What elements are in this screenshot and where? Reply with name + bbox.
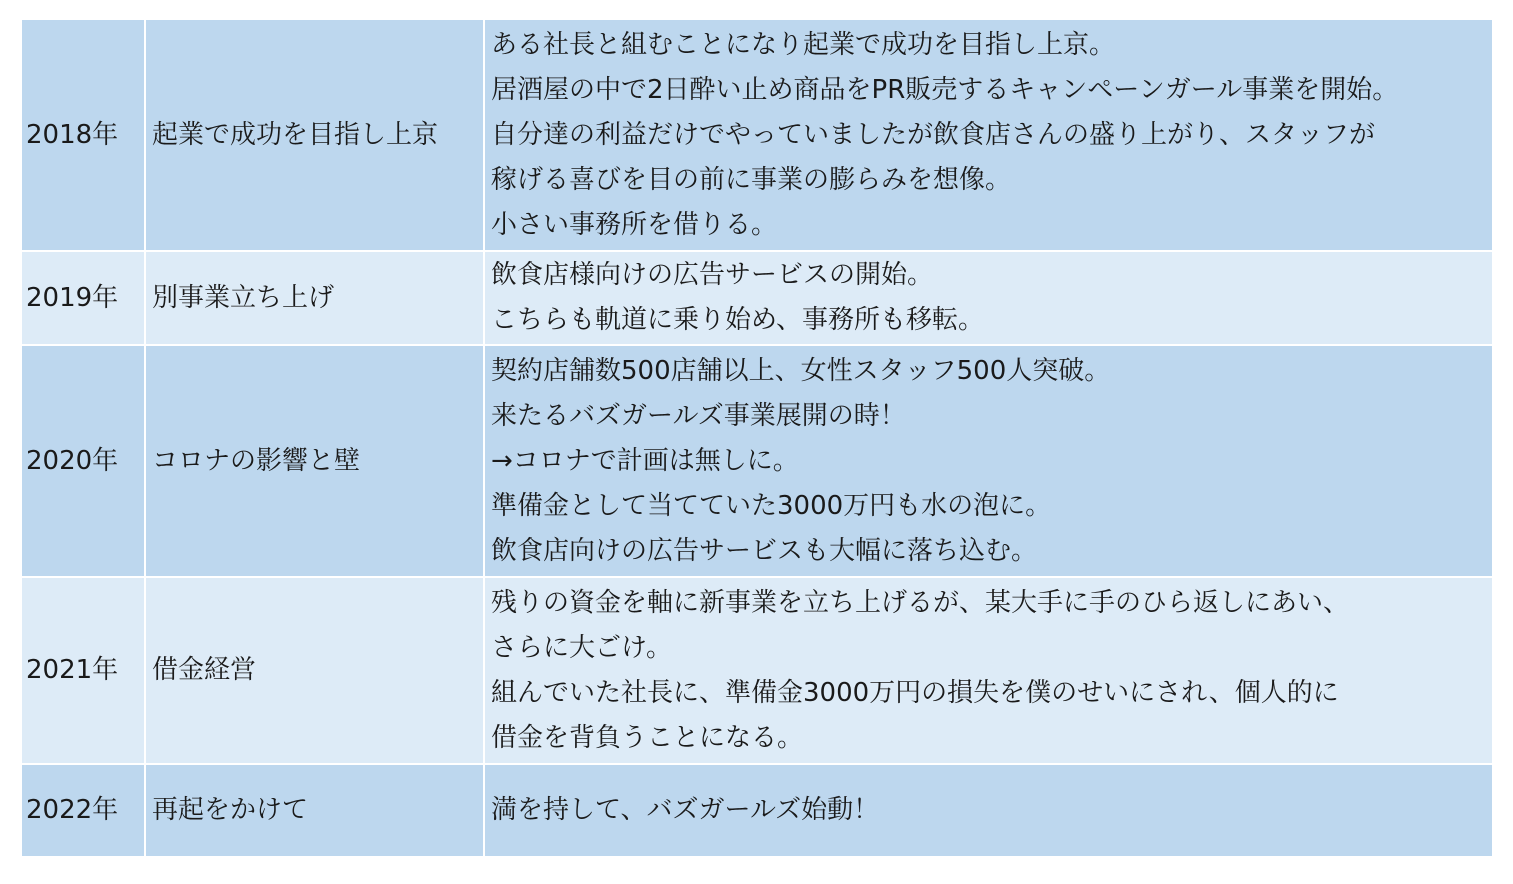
timeline-row-2018 xyxy=(21,19,1493,251)
year-cell: 2022年 xyxy=(21,764,145,857)
detail-line: 自分達の利益だけでやっていましたが飲食店さんの盛り上がり、スタッフが xyxy=(491,119,1376,150)
detail-line: 組んでいた社長に、準備金3000万円の損失を僕のせいにされ、個人的に xyxy=(491,677,1339,708)
milestone-detail-cell xyxy=(484,251,1493,345)
detail-line: →コロナで計画は無しに。 xyxy=(491,445,799,476)
milestone-detail-cell xyxy=(484,19,1493,251)
detail-line: こちらも軌道に乗り始め、事務所も移転。 xyxy=(491,305,984,335)
milestone-detail-cell xyxy=(484,577,1493,764)
timeline-row-2022 xyxy=(21,764,1493,857)
milestone-detail-cell xyxy=(484,764,1493,857)
detail-line: 借金を背負うことになる。 xyxy=(491,722,804,753)
year-cell: 2018年 xyxy=(21,19,145,251)
year-cell: 2019年 xyxy=(21,251,145,345)
year-cell: 2021年 xyxy=(21,577,145,764)
timeline-row-2020 xyxy=(21,345,1493,577)
milestone-detail-cell xyxy=(484,345,1493,577)
timeline-row-2019 xyxy=(21,251,1493,345)
year-cell: 2020年 xyxy=(21,345,145,577)
milestone-title-cell: 起業で成功を目指し上京 xyxy=(145,19,484,251)
detail-line: 飲食店向けの広告サービスも大幅に落ち込む。 xyxy=(491,535,1038,566)
detail-line: 残りの資金を軸に新事業を立ち上げるが、某大手に手のひら返しにあい、 xyxy=(491,587,1350,618)
milestone-title-cell: 別事業立ち上げ xyxy=(145,251,484,345)
detail-line: 小さい事務所を借りる。 xyxy=(491,209,778,240)
milestone-title-cell: コロナの影響と壁 xyxy=(145,345,484,577)
detail-line: 飲食店様向けの広告サービスの開始。 xyxy=(491,260,934,290)
detail-line: 準備金として当てていた3000万円も水の泡に。 xyxy=(491,490,1052,521)
detail-line: 満を持して、バズガールズ始動！ xyxy=(491,795,880,825)
detail-line: ある社長と組むことになり起業で成功を目指し上京。 xyxy=(491,29,1116,60)
detail-line: 契約店舗数500店舗以上、女性スタッフ500人突破。 xyxy=(491,355,1111,386)
milestone-title-cell: 再起をかけて xyxy=(145,764,484,857)
detail-line: 来たるバズガールズ事業展開の時！ xyxy=(491,400,906,431)
detail-line: 稼げる喜びを目の前に事業の膨らみを想像。 xyxy=(491,164,1012,195)
history-timeline-table xyxy=(20,18,1494,858)
detail-line: 居酒屋の中で2日酔い止め商品をPR販売するキャンペーンガール事業を開始。 xyxy=(491,74,1399,105)
milestone-title-cell: 借金経営 xyxy=(145,577,484,764)
timeline-row-2021 xyxy=(21,577,1493,764)
detail-line: さらに大ごけ。 xyxy=(491,632,672,663)
